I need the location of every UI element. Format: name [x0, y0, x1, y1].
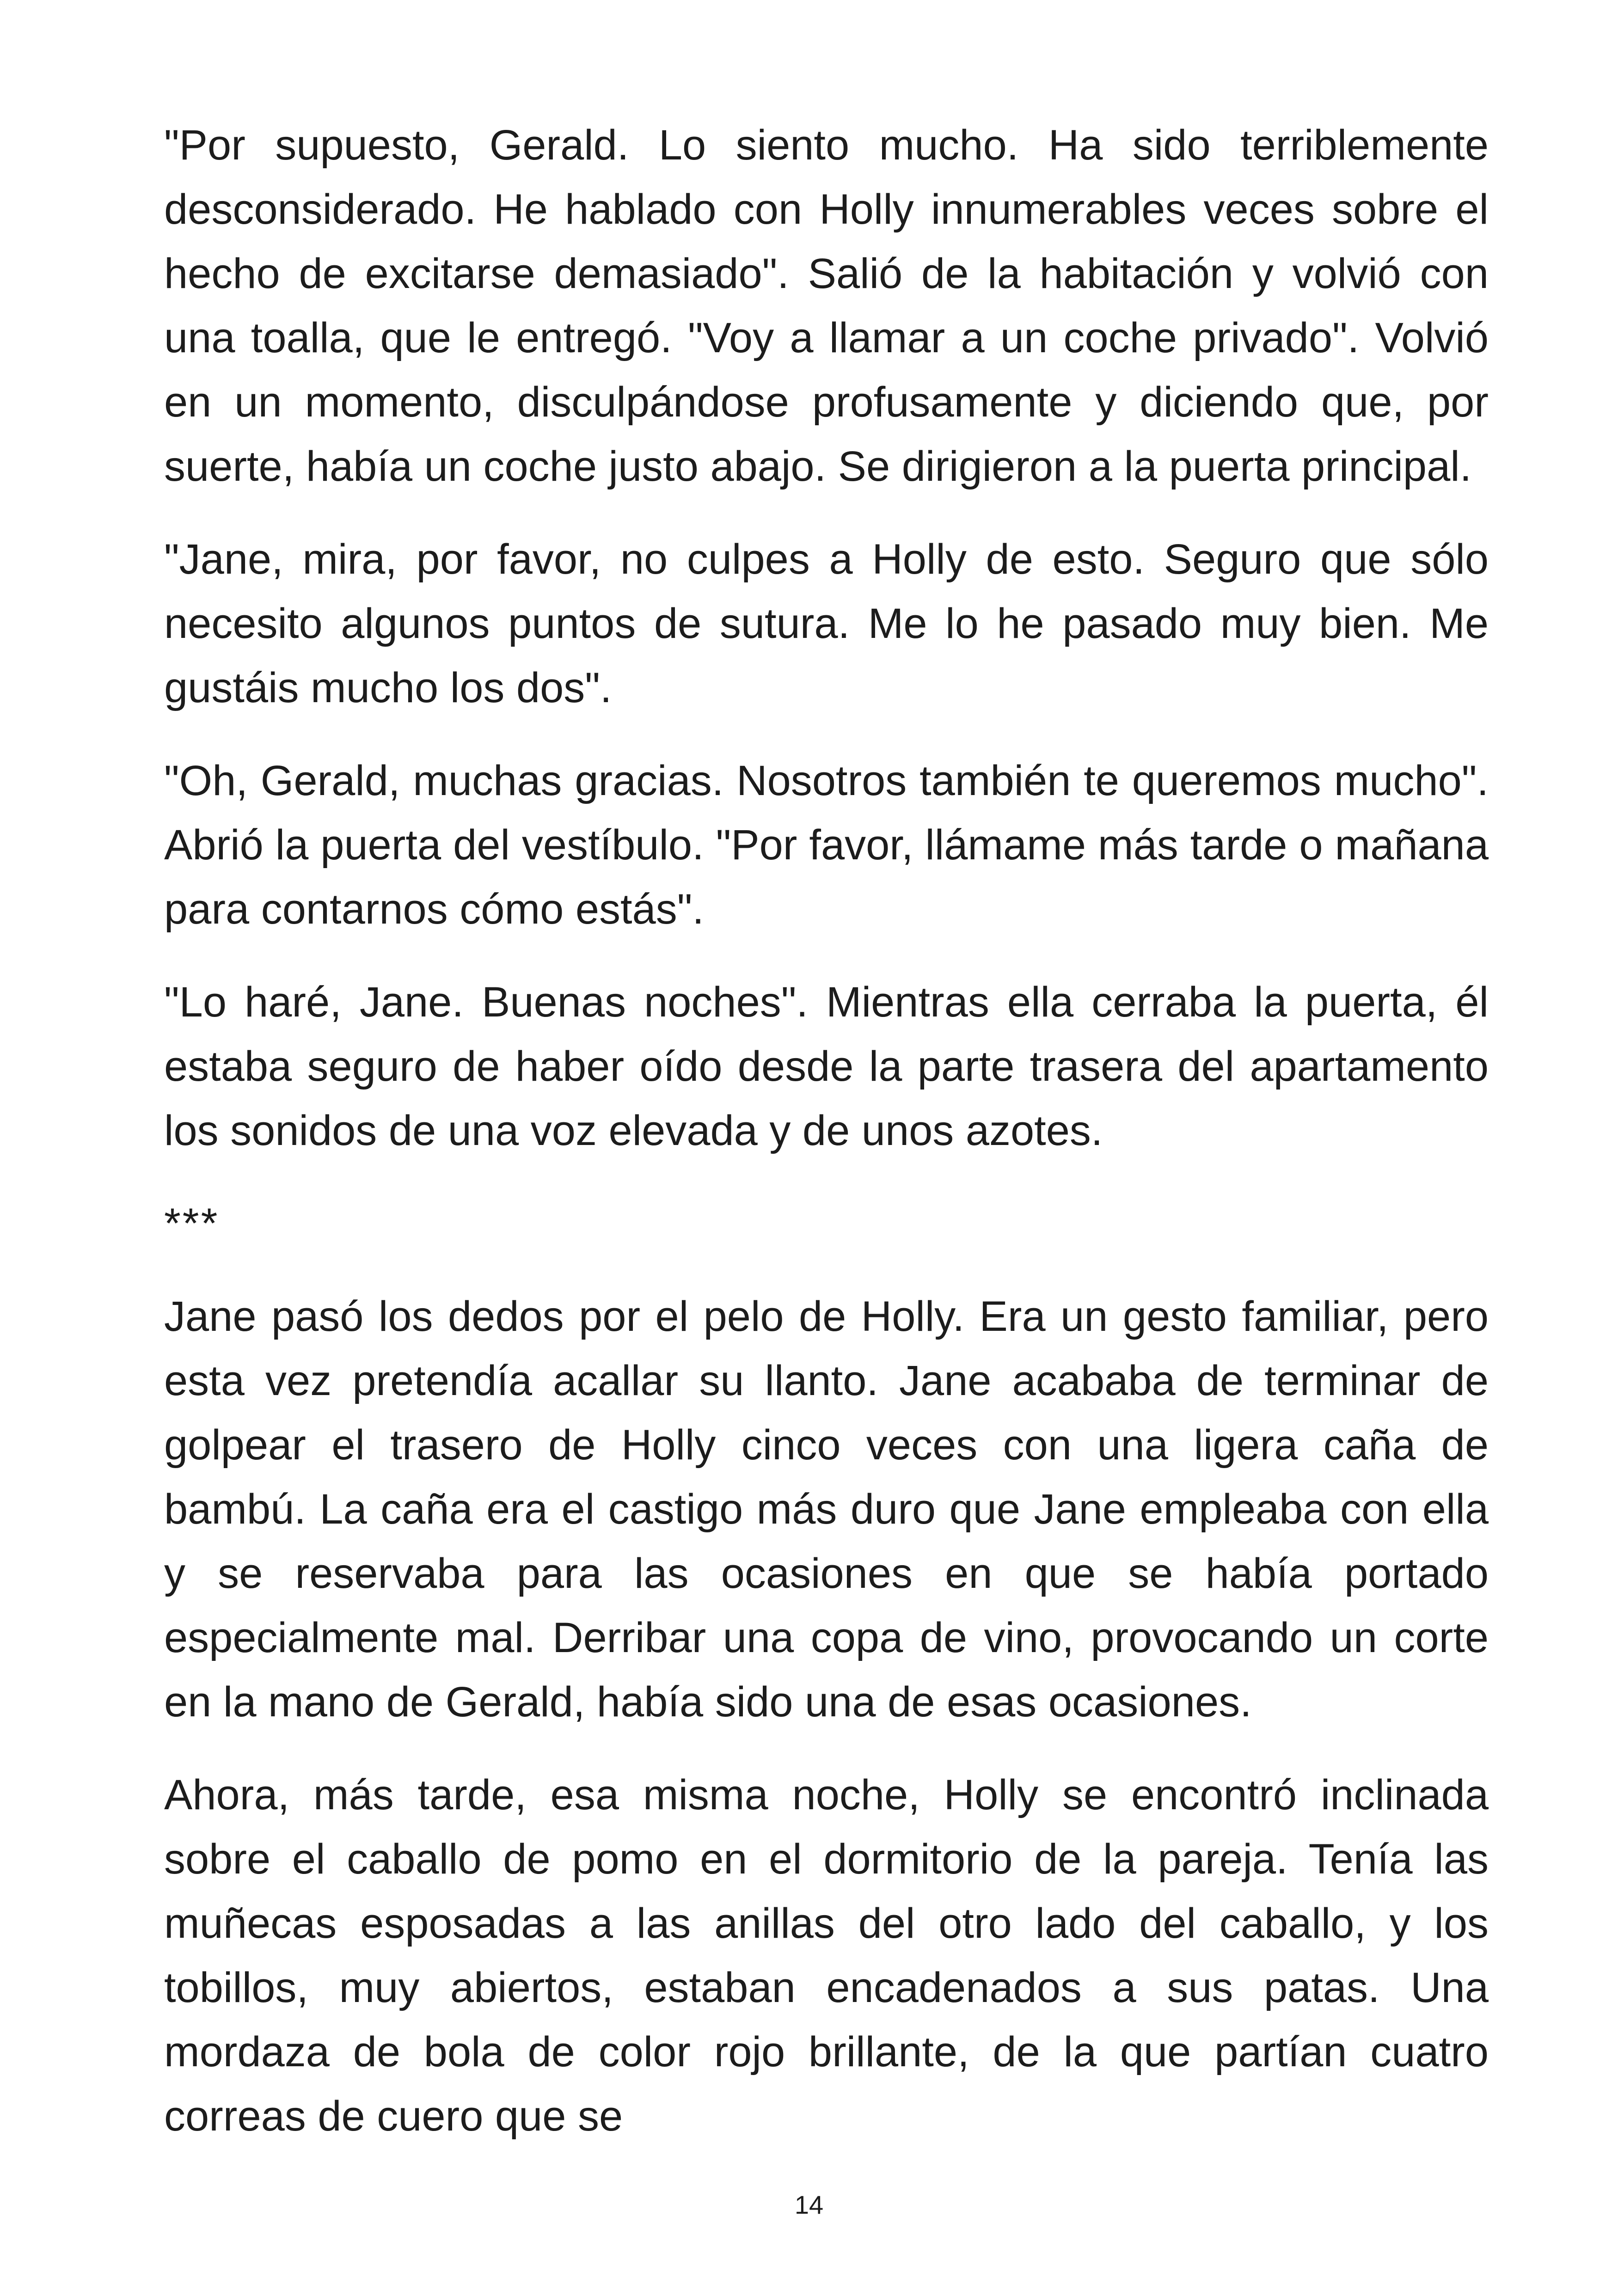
page-body: [164, 113, 1489, 2177]
paragraph: "Oh, Gerald, muchas gracias. Nosotros también te queremos mucho". Abrió la puerta del vestíbulo. "Por favor, llámame más tarde o mañana para contarnos cómo estás".: [164, 757, 1489, 933]
paragraph: Ahora, más tarde, esa misma noche, Holly se encontró inclinada sobre el caballo de pomo en el dormitorio de la pareja. Tenía las muñecas esposadas a las anillas del otro lado del caballo, y los tobillos, muy abiertos, estaban encadenados a sus patas. Una mordaza de bola de color rojo brillante, de la que partían cuatro correas de cuero que se: [164, 1771, 1489, 2140]
page-number: 14: [794, 2190, 824, 2219]
paragraph: "Jane, mira, por favor, no culpes a Holly de esto. Seguro que sólo necesito algunos puntos de sutura. Me lo he pasado muy bien. Me gustáis mucho los dos".: [164, 536, 1489, 711]
paragraph: "Lo haré, Jane. Buenas noches". Mientras ella cerraba la puerta, él estaba seguro de haber oído desde la parte trasera del apartamento los sonidos de una voz elevada y de unos azotes.: [164, 979, 1489, 1154]
paragraph: "Por supuesto, Gerald. Lo siento mucho. Ha sido terriblemente desconsiderado. He hablado con Holly innumerables veces sobre el hecho de excitarse demasiado". Salió de la habitación y volvió con una toalla, que le entregó. "Voy a llamar a un coche privado". Volvió en un momento, disculpándose profusamente y diciendo que, por suerte, había un coche justo abajo. Se dirigieron a la puerta principal.: [164, 122, 1489, 490]
paragraph: Jane pasó los dedos por el pelo de Holly. Era un gesto familiar, pero esta vez pretendía acallar su llanto. Jane acababa de terminar de golpear el trasero de Holly cinco veces con una ligera caña de bambú. La caña era el castigo más duro que Jane empleaba con ella y se reservaba para las ocasiones en que se había portado especialmente mal. Derribar una copa de vino, provocando un corte en la mano de Gerald, había sido una de esas ocasiones.: [164, 1293, 1489, 1726]
section-separator: ***: [164, 1200, 220, 1247]
